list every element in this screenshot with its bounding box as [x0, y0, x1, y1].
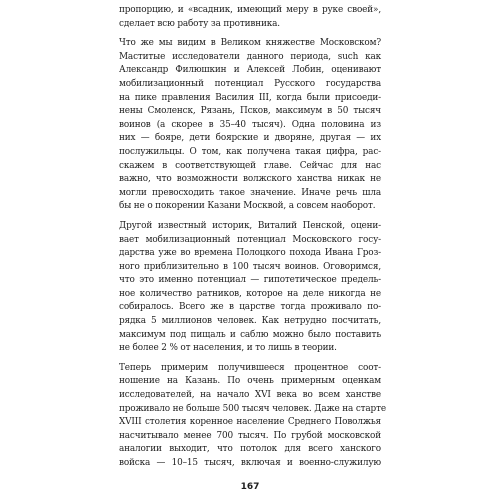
text-line: них — бояре, дети боярские и дворяне, другая — их: [119, 133, 381, 144]
paragraph-1: [119, 4, 381, 31]
text-line: XVIII столетия коренное население Среднего Поволжья: [119, 417, 381, 428]
text-line: насчитывало менее 700 тысяч. По грубой московской: [119, 430, 381, 441]
paragraph-2: [119, 37, 381, 214]
text-line: могли превосходить такое значение. Иначе речь шла: [119, 187, 381, 198]
text-line: Теперь примерим получившееся процентное соот-: [119, 362, 381, 373]
text-line: на пике правления Василия III, когда были присоеди-: [119, 92, 381, 103]
text-line: рядка 5 миллионов человек. Как нетрудно посчитать,: [119, 316, 381, 327]
paragraph-3: [119, 220, 381, 356]
text-line: послужильцы. О том, как получена такая цифра, рас-: [119, 146, 381, 157]
text-line: не более 2 % от населения, и то лишь в теории.: [119, 343, 337, 354]
text-line: скажем в соответствующей главе. Сейчас для нас: [119, 160, 381, 171]
text-line: дарства уже во времена Полоцкого похода Ивана Гроз-: [119, 248, 381, 259]
text-line: нены Смоленск, Рязань, Псков, максимум в 50 тысяч: [119, 106, 381, 117]
text-line: Другой известный историк, Виталий Пенской, оцени-: [119, 220, 381, 231]
text-line: Александр Филюшкин и Алексей Лобин, оценивают: [119, 65, 381, 76]
text-line: ношение на Казань. По очень примерным оценкам: [119, 376, 381, 387]
text-line: исследователей, на начало XVI века во всем ханстве: [119, 390, 381, 401]
text-line: проживало не больше 500 тысяч человек. Даже на старте: [119, 403, 386, 414]
paragraph-4: [119, 362, 386, 471]
book-page-text: [119, 4, 386, 477]
text-line: ного приблизительно в 100 тысяч воинов. Оговоримся,: [119, 261, 381, 272]
text-line: вает мобилизационный потенциал Московского госу-: [119, 234, 381, 245]
text-line: Маститые исследователи данного периода, such как: [119, 51, 381, 62]
text-line: бы не о покорении Казани Москвой, а совсем наоборот.: [119, 201, 376, 212]
text-line: воинов (а скорее в 35–40 тысяч). Одна половина из: [119, 119, 381, 130]
text-line: пропорцию, и «всадник, имеющий меру в руке своей»,: [119, 5, 381, 15]
text-line: войска — 10–15 тысяч, включая и военно-служилую: [119, 458, 381, 468]
text-line: ное количество ратников, которое на деле никогда не: [119, 288, 381, 299]
text-line: Что же мы видим в Великом княжестве Московском?: [119, 38, 381, 49]
page-number: 167: [240, 482, 260, 492]
text-line: мобилизационный потенциал Русского государства: [119, 78, 381, 89]
text-line: максимум под пищаль и саблю можно было поставить: [119, 329, 381, 340]
text-line: аналогии выходит, что потолок для всего ханского: [119, 444, 381, 455]
text-line: важно, что возможности волжского ханства никак не: [119, 174, 381, 185]
text-line: что это именно потенциал — гипотетическое предель-: [119, 275, 381, 286]
text-line: сделает всю работу за противника.: [119, 18, 280, 29]
text-line: собиралось. Всего же в царстве тогда проживало по-: [119, 302, 381, 313]
